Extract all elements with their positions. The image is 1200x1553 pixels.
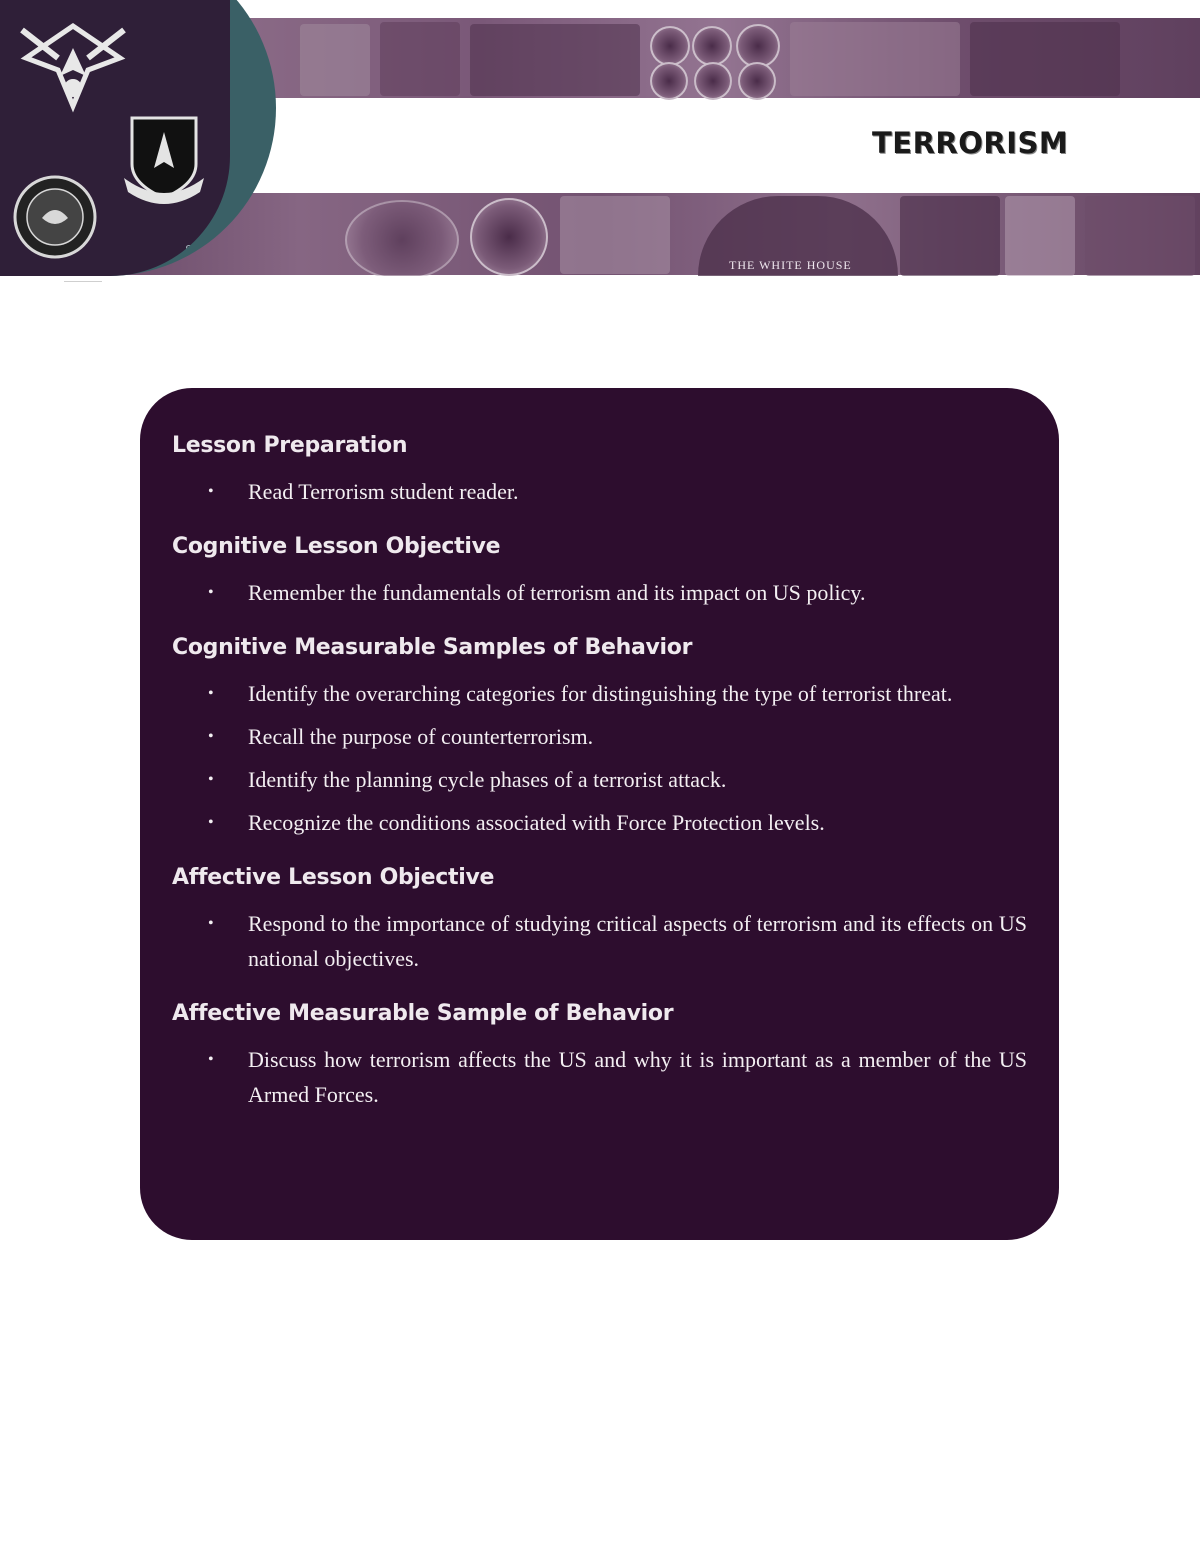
portrait-photo <box>1005 196 1075 276</box>
protest-photo <box>300 24 370 96</box>
agency-seal-icon <box>692 26 732 66</box>
document-photo <box>560 196 670 274</box>
list-item: • Respond to the importance of studying critical aspects of terrorism and its effects on US national objectives. <box>172 906 1027 976</box>
troops-photo <box>790 22 960 96</box>
agency-seal-icon <box>650 62 688 100</box>
list-item: • Identify the planning cycle phases of a terrorist attack. <box>172 762 1027 797</box>
section-cognitive-samples-of-behavior <box>172 628 1027 840</box>
bullet-icon: • <box>208 728 214 745</box>
list-item: • Read Terrorism student reader. <box>172 474 1027 509</box>
section-lesson-preparation <box>172 426 1027 509</box>
section-heading: Lesson Preparation <box>172 433 408 458</box>
soldier-photo <box>380 22 460 96</box>
bullet-list <box>172 575 1027 610</box>
honor-guard-photo <box>1085 196 1195 276</box>
lesson-objectives-card <box>140 388 1059 1240</box>
section-heading: Affective Measurable Sample of Behavior <box>172 1001 674 1026</box>
bullet-list <box>172 676 1027 840</box>
white-house-caption: THE WHITE HOUSE <box>729 258 852 272</box>
bullet-icon: • <box>208 1051 214 1068</box>
agency-seal-icon <box>738 62 776 100</box>
bullet-list <box>172 1042 1027 1112</box>
agency-seal-icon <box>650 26 690 66</box>
agency-seal-icon <box>694 62 732 100</box>
padlock-seal-icon <box>345 200 459 276</box>
air-force-symbol-icon <box>18 18 128 114</box>
list-item: • Remember the fundamentals of terrorism and its impact on US policy. <box>172 575 1027 610</box>
page-title: TERRORISM <box>872 126 1069 160</box>
space-caption: Space <box>185 242 222 257</box>
bullet-icon: • <box>208 915 214 932</box>
binary-code-photo <box>900 196 1000 276</box>
bullet-icon: • <box>208 584 214 601</box>
section-affective-lesson-objective <box>172 858 1027 976</box>
section-affective-sample-of-behavior <box>172 994 1027 1112</box>
list-item: • Recall the purpose of counterterrorism. <box>172 719 1027 754</box>
header-banner <box>0 0 1200 276</box>
section-cognitive-lesson-objective <box>172 527 1027 610</box>
divider <box>64 281 102 282</box>
bullet-icon: • <box>208 483 214 500</box>
section-heading: Cognitive Lesson Objective <box>172 534 501 559</box>
holm-center-shield-icon <box>118 112 210 208</box>
bullet-list <box>172 474 1027 509</box>
state-department-seal-icon <box>470 198 548 276</box>
aircraft-photo <box>470 24 640 96</box>
bullet-icon: • <box>208 771 214 788</box>
bullet-icon: • <box>208 685 214 702</box>
list-item: • Recognize the conditions associated with Force Protection levels. <box>172 805 1027 840</box>
section-heading: Affective Lesson Objective <box>172 865 495 890</box>
section-heading: Cognitive Measurable Samples of Behavior <box>172 635 693 660</box>
bullet-icon: • <box>208 814 214 831</box>
sniper-photo <box>970 22 1120 96</box>
emblem-panel <box>0 0 230 276</box>
round-seal-icon <box>12 174 98 260</box>
bullet-list <box>172 906 1027 976</box>
list-item: • Discuss how terrorism affects the US and why it is important as a member of the US Armed Forces. <box>172 1042 1027 1112</box>
list-item: • Identify the overarching categories for distinguishing the type of terrorist threat. <box>172 676 1027 711</box>
